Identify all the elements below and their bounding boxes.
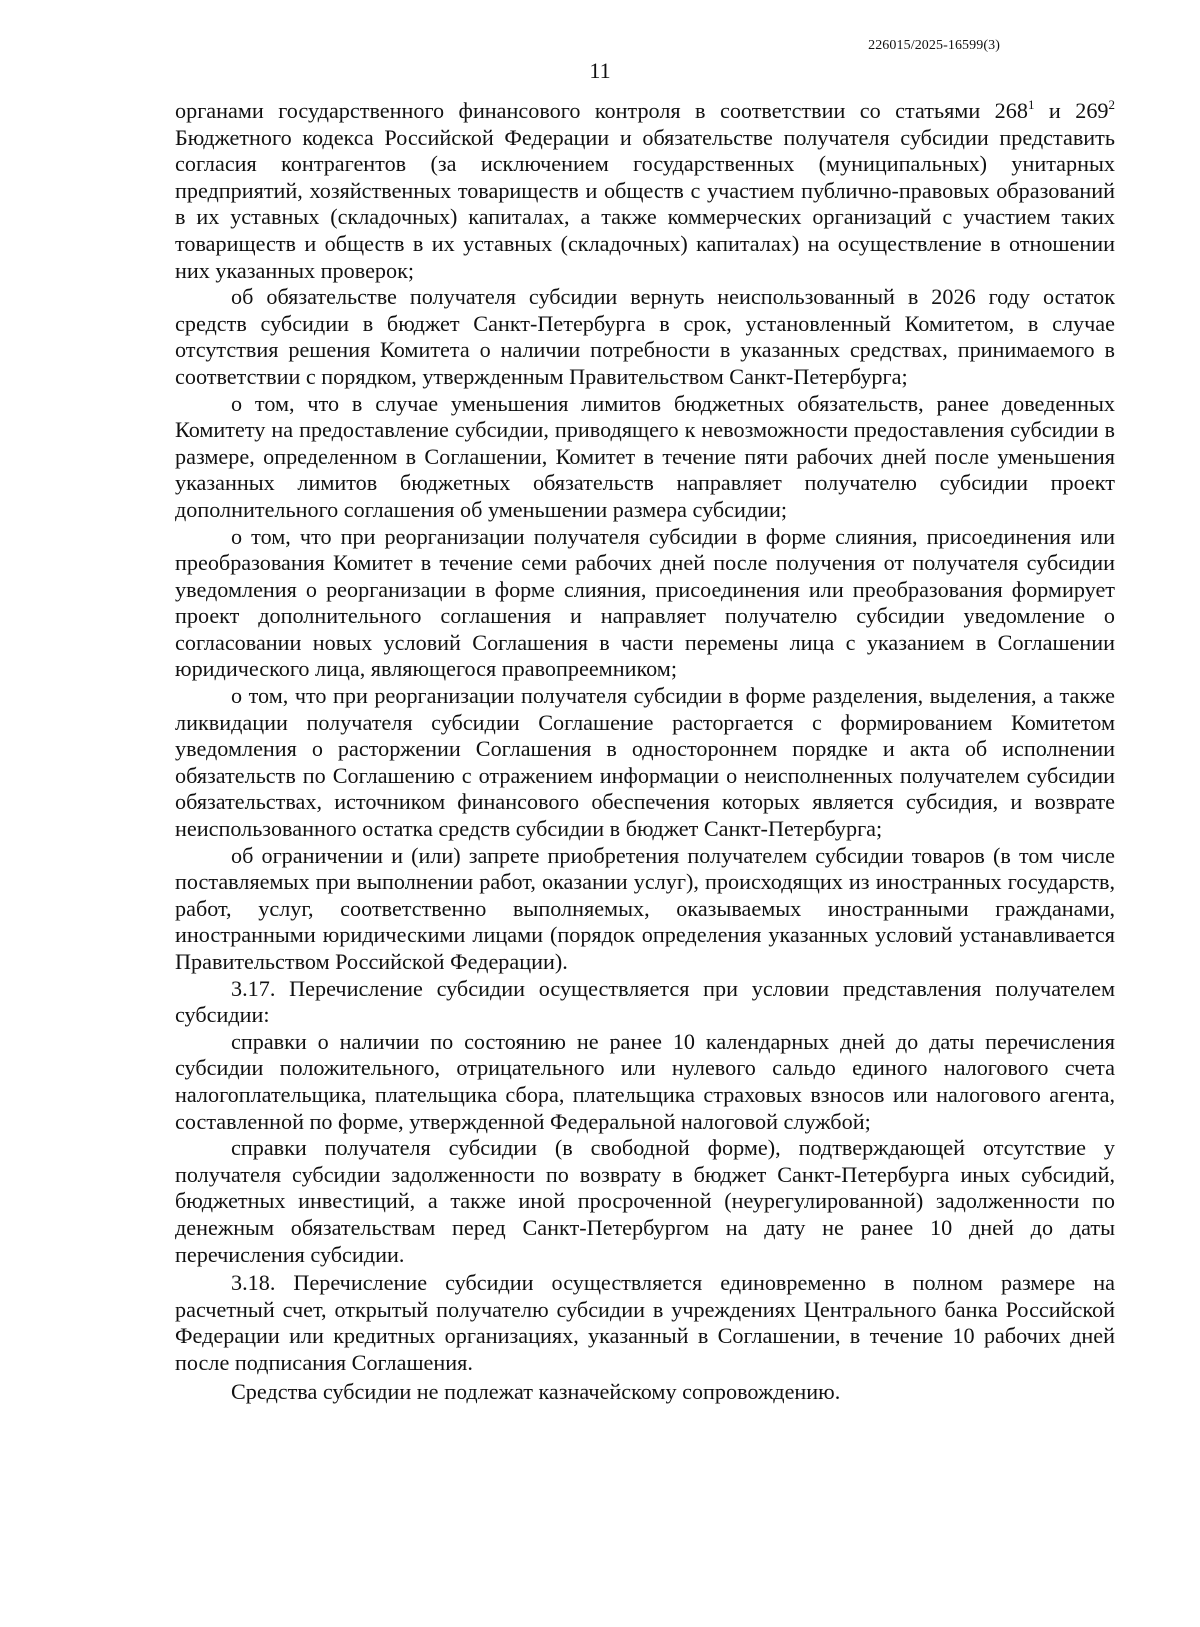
document-body	[175, 98, 1115, 1405]
paragraph-tax-certificate: справки о наличии по состоянию не ранее 10 календарных дней до даты перечисления субсидии положительного, отрицательного или нулевого сальдо единого налогового счета налогоплательщика, плательщика сбора, плательщика страховых взносов или налогового агента, составленной по форме, утвержденной Федеральной налоговой службой;	[175, 1028, 1115, 1134]
paragraph-treasury-note: Средства субсидии не подлежат казначейскому сопровождению.	[231, 1378, 841, 1404]
page-number: 11	[589, 58, 611, 83]
paragraph-text: органами государственного финансового контроля в соответствии со статьями 268	[175, 98, 1028, 123]
paragraph-control-bodies	[175, 98, 1115, 284]
section-3-18: 3.18. Перечисление субсидии осуществляется единовременно в полном размере на расчетный счет, открытый получателю субсидии в учреждениях Центрального банка Российской Федерации или кредитных организациях, указанный в Соглашении, в течение 10 рабочих дней после подписания Соглашения.	[175, 1270, 1115, 1375]
paragraph-text: Бюджетного кодекса Российской Федерации и обязательстве получателя субсидии представить согласия контрагентов (за исключением государственных (муниципальных) унитарных предприятий, хозяйственных товариществ и обществ с участием публично-правовых образований в их уставных (складочных) капиталах, а также коммерческих организаций с участием таких товариществ и обществ в их уставных (складочных) капиталах) на осуществление в отношении них указанных проверок;	[175, 124, 1115, 283]
paragraph-reorganization-merger: о том, что при реорганизации получателя субсидии в форме слияния, присоединения или преобразования Комитет в течение семи рабочих дней после получения от получателя субсидии уведомления о реорганизации в форме слияния, присоединения или преобразования формирует проект дополнительного соглашения и направляет получателю субсидии уведомление о согласовании новых условий Соглашения в части перемены лица с указанием в Соглашении юридического лица, являющегося правопреемником;	[175, 523, 1115, 682]
section-3-17: 3.17. Перечисление субсидии осуществляется при условии представления получателем субсидии:	[175, 975, 1115, 1028]
document-id: 226015/2025-16599(3)	[868, 38, 1000, 53]
paragraph-text: и 269	[1034, 98, 1109, 123]
paragraph-reorganization-division: о том, что при реорганизации получателя субсидии в форме разделения, выделения, а также ликвидации получателя субсидии Соглашение расторгается с формированием Комитетом уведомления о расторжении Соглашения в одностороннем порядке и акта об исполнении обязательств по Соглашению с отражением информации о неисполненных получателем субсидии обязательствах, источником финансового обеспечения которых является субсидия, и возврате неиспользованного остатка средств субсидии в бюджет Санкт-Петербурга;	[175, 683, 1115, 842]
paragraph-return-balance: об обязательстве получателя субсидии вернуть неиспользованный в 2026 году остаток средств субсидии в бюджет Санкт-Петербурга в срок, установленный Комитетом, в случае отсутствия решения Комитета о наличии потребности в указанных средствах, принимаемого в соответствии с порядком, утвержденным Правительством Санкт-Петербурга;	[175, 284, 1115, 389]
superscript-footnote: 2	[1108, 97, 1116, 112]
paragraph-debt-certificate: справки получателя субсидии (в свободной форме), подтверждающей отсутствие у получателя субсидии задолженности по возврату в бюджет Санкт-Петербурга иных субсидий, бюджетных инвестиций, а также иной просроченной (неурегулированной) задолженности по денежным обязательствам перед Санкт-Петербургом на дату не ранее 10 дней до даты перечисления субсидии.	[175, 1135, 1115, 1267]
superscript-footnote: 1	[1027, 97, 1035, 112]
paragraph-foreign-goods-restriction: об ограничении и (или) запрете приобретения получателем субсидии товаров (в том числе поставляемых при выполнении работ, оказании услуг), происходящих из иностранных государств, работ, услуг, соответственно выполняемых, оказываемых иностранными гражданами, иностранными юридическими лицами (порядок определения указанных условий устанавливается Правительством Российской Федерации).	[175, 842, 1115, 974]
paragraph-limit-reduction: о том, что в случае уменьшения лимитов бюджетных обязательств, ранее доведенных Комитету на предоставление субсидии, приводящего к невозможности предоставления субсидии в размере, определенном в Соглашении, Комитет в течение пяти рабочих дней после уменьшения указанных лимитов бюджетных обязательств направляет получателю субсидии проект дополнительного соглашения об уменьшении размера субсидии;	[175, 390, 1115, 522]
